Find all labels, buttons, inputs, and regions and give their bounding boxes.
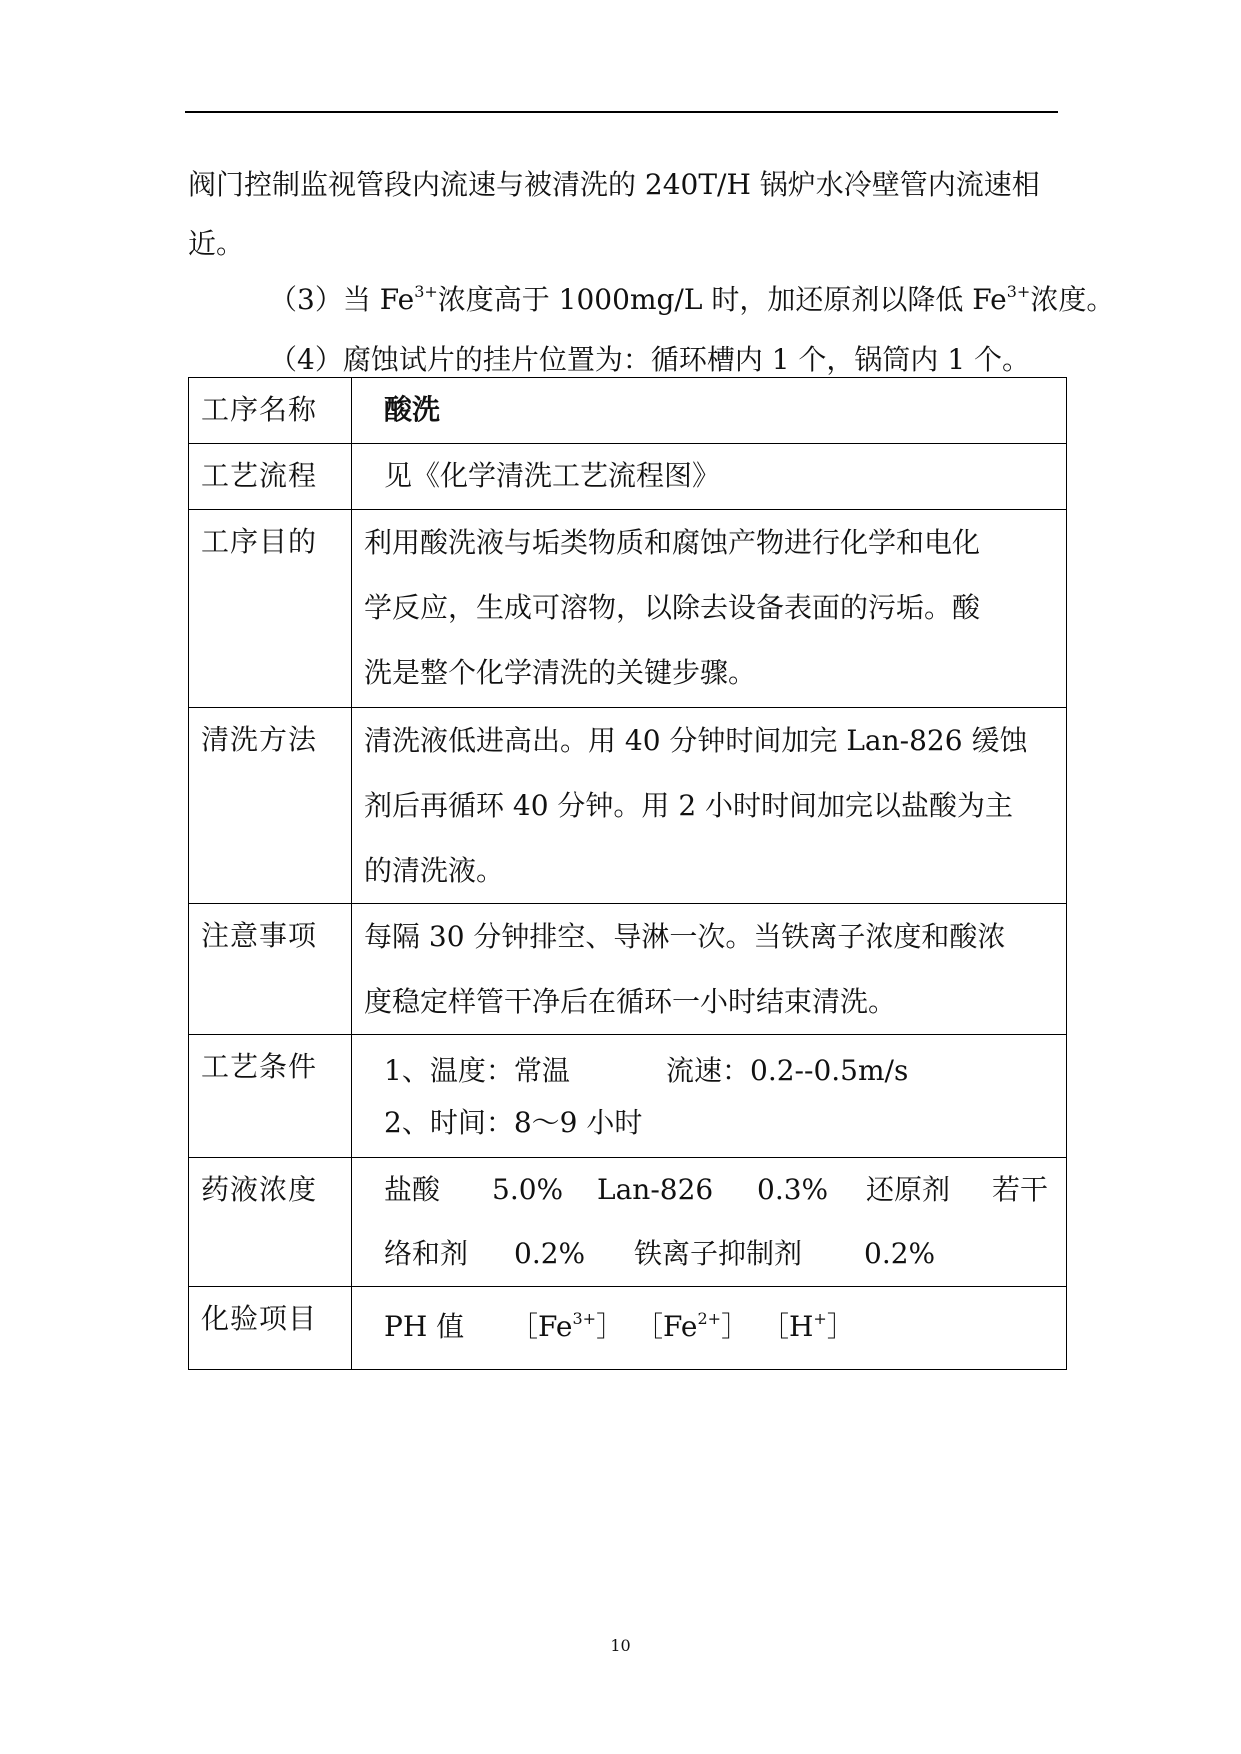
row-value: [352, 1035, 1067, 1158]
table-row-notes: [189, 904, 1067, 1035]
conc-value: 0.2%: [864, 1237, 936, 1270]
row-value: [352, 1158, 1067, 1287]
flow-speed-text: 流速：0.2--0.5m/s: [666, 1054, 909, 1087]
method-line: 清洗液低进高出。用 40 分钟时间加完 Lan-826 缓蚀: [364, 724, 1028, 757]
item3-sup-2: 3+: [1006, 282, 1031, 301]
table-row-concentration: [189, 1158, 1067, 1287]
process-name-value: 酸洗: [384, 393, 441, 426]
temperature-text: 1、温度：常温: [384, 1054, 570, 1087]
item3-sup-1: 3+: [414, 282, 438, 301]
conc-value: 若干: [992, 1173, 1049, 1206]
row-label: 工序目的: [189, 510, 352, 708]
process-table: [188, 377, 1067, 1370]
method-line: 的清洗液。: [364, 854, 505, 887]
test-item-ph: PH 值: [384, 1310, 465, 1343]
header-rule: [185, 111, 1058, 113]
table-row-method: [189, 708, 1067, 904]
conditions-line-2: 2、时间：8～9 小时: [384, 1106, 643, 1139]
conc-item: Lan-826: [597, 1173, 714, 1206]
purpose-line: 利用酸洗液与垢类物质和腐蚀产物进行化学和电化: [364, 526, 981, 559]
intro-item-4: （4）腐蚀试片的挂片位置为：循环槽内 1 个，锅筒内 1 个。: [269, 343, 1031, 376]
conc-value: 0.2%: [514, 1237, 586, 1270]
conc-item: 盐酸: [384, 1173, 441, 1206]
conc-value: 0.3%: [757, 1173, 829, 1206]
row-value: [352, 708, 1067, 904]
conditions-line-1: [364, 1045, 1066, 1097]
intro-line-2: 近。: [188, 227, 245, 260]
concentration-line-1: [364, 1158, 1066, 1222]
notes-line: 每隔 30 分钟排空、导淋一次。当铁离子浓度和酸浓: [364, 920, 1006, 953]
row-label: 化验项目: [189, 1287, 352, 1370]
table-row-process-flow: [189, 444, 1067, 510]
row-label: 注意事项: [189, 904, 352, 1035]
concentration-line-2: [364, 1222, 1066, 1286]
table-row-tests: [189, 1287, 1067, 1370]
item3-text-b: 浓度高于 1000mg/L 时，加还原剂以降低 Fe: [437, 283, 1007, 316]
purpose-line: 洗是整个化学清洗的关键步骤。: [364, 656, 757, 689]
row-value: [352, 510, 1067, 708]
table-row-purpose: [189, 510, 1067, 708]
item3-text-a: （3）当 Fe: [269, 283, 415, 316]
row-label: 清洗方法: [189, 708, 352, 904]
purpose-line: 学反应，生成可溶物，以除去设备表面的污垢。酸: [364, 591, 981, 624]
conc-item: 络和剂: [384, 1237, 469, 1270]
row-value: [352, 444, 1067, 510]
intro-paragraph: [188, 155, 1040, 273]
conc-value: 5.0%: [492, 1173, 564, 1206]
row-label: 药液浓度: [189, 1158, 352, 1287]
row-label: 工艺流程: [189, 444, 352, 510]
tests-line: [364, 1303, 1066, 1351]
conc-item: 铁离子抑制剂: [634, 1237, 803, 1270]
row-value: [352, 904, 1067, 1035]
page-number: 10: [610, 1636, 631, 1655]
intro-line-1: 阀门控制监视管段内流速与被清洗的 240T/H 锅炉水冷壁管内流速相: [188, 168, 1040, 201]
table-row-process-name: [189, 378, 1067, 444]
test-item-fe2: $[Fe^{2+}]$: [635, 1309, 750, 1343]
test-item-h: ［H+］: [761, 1309, 855, 1343]
process-flow-value: 见《化学清洗工艺流程图》: [384, 459, 721, 492]
row-label: 工序名称: [189, 378, 352, 444]
notes-line: 度稳定样管干净后在循环一小时结束清洗。: [364, 985, 897, 1018]
intro-item-3: [269, 270, 1114, 329]
conc-item: 还原剂: [866, 1173, 951, 1206]
method-line: 剂后再循环 40 分钟。用 2 小时时间加完以盐酸为主: [364, 789, 1014, 822]
table-row-conditions: [189, 1035, 1067, 1158]
item3-text-c: 浓度。: [1030, 283, 1115, 316]
row-value: [352, 378, 1067, 444]
row-label: 工艺条件: [189, 1035, 352, 1158]
row-value: [352, 1287, 1067, 1370]
test-item-fe3: $[Fe^{3+}]$: [510, 1309, 625, 1343]
